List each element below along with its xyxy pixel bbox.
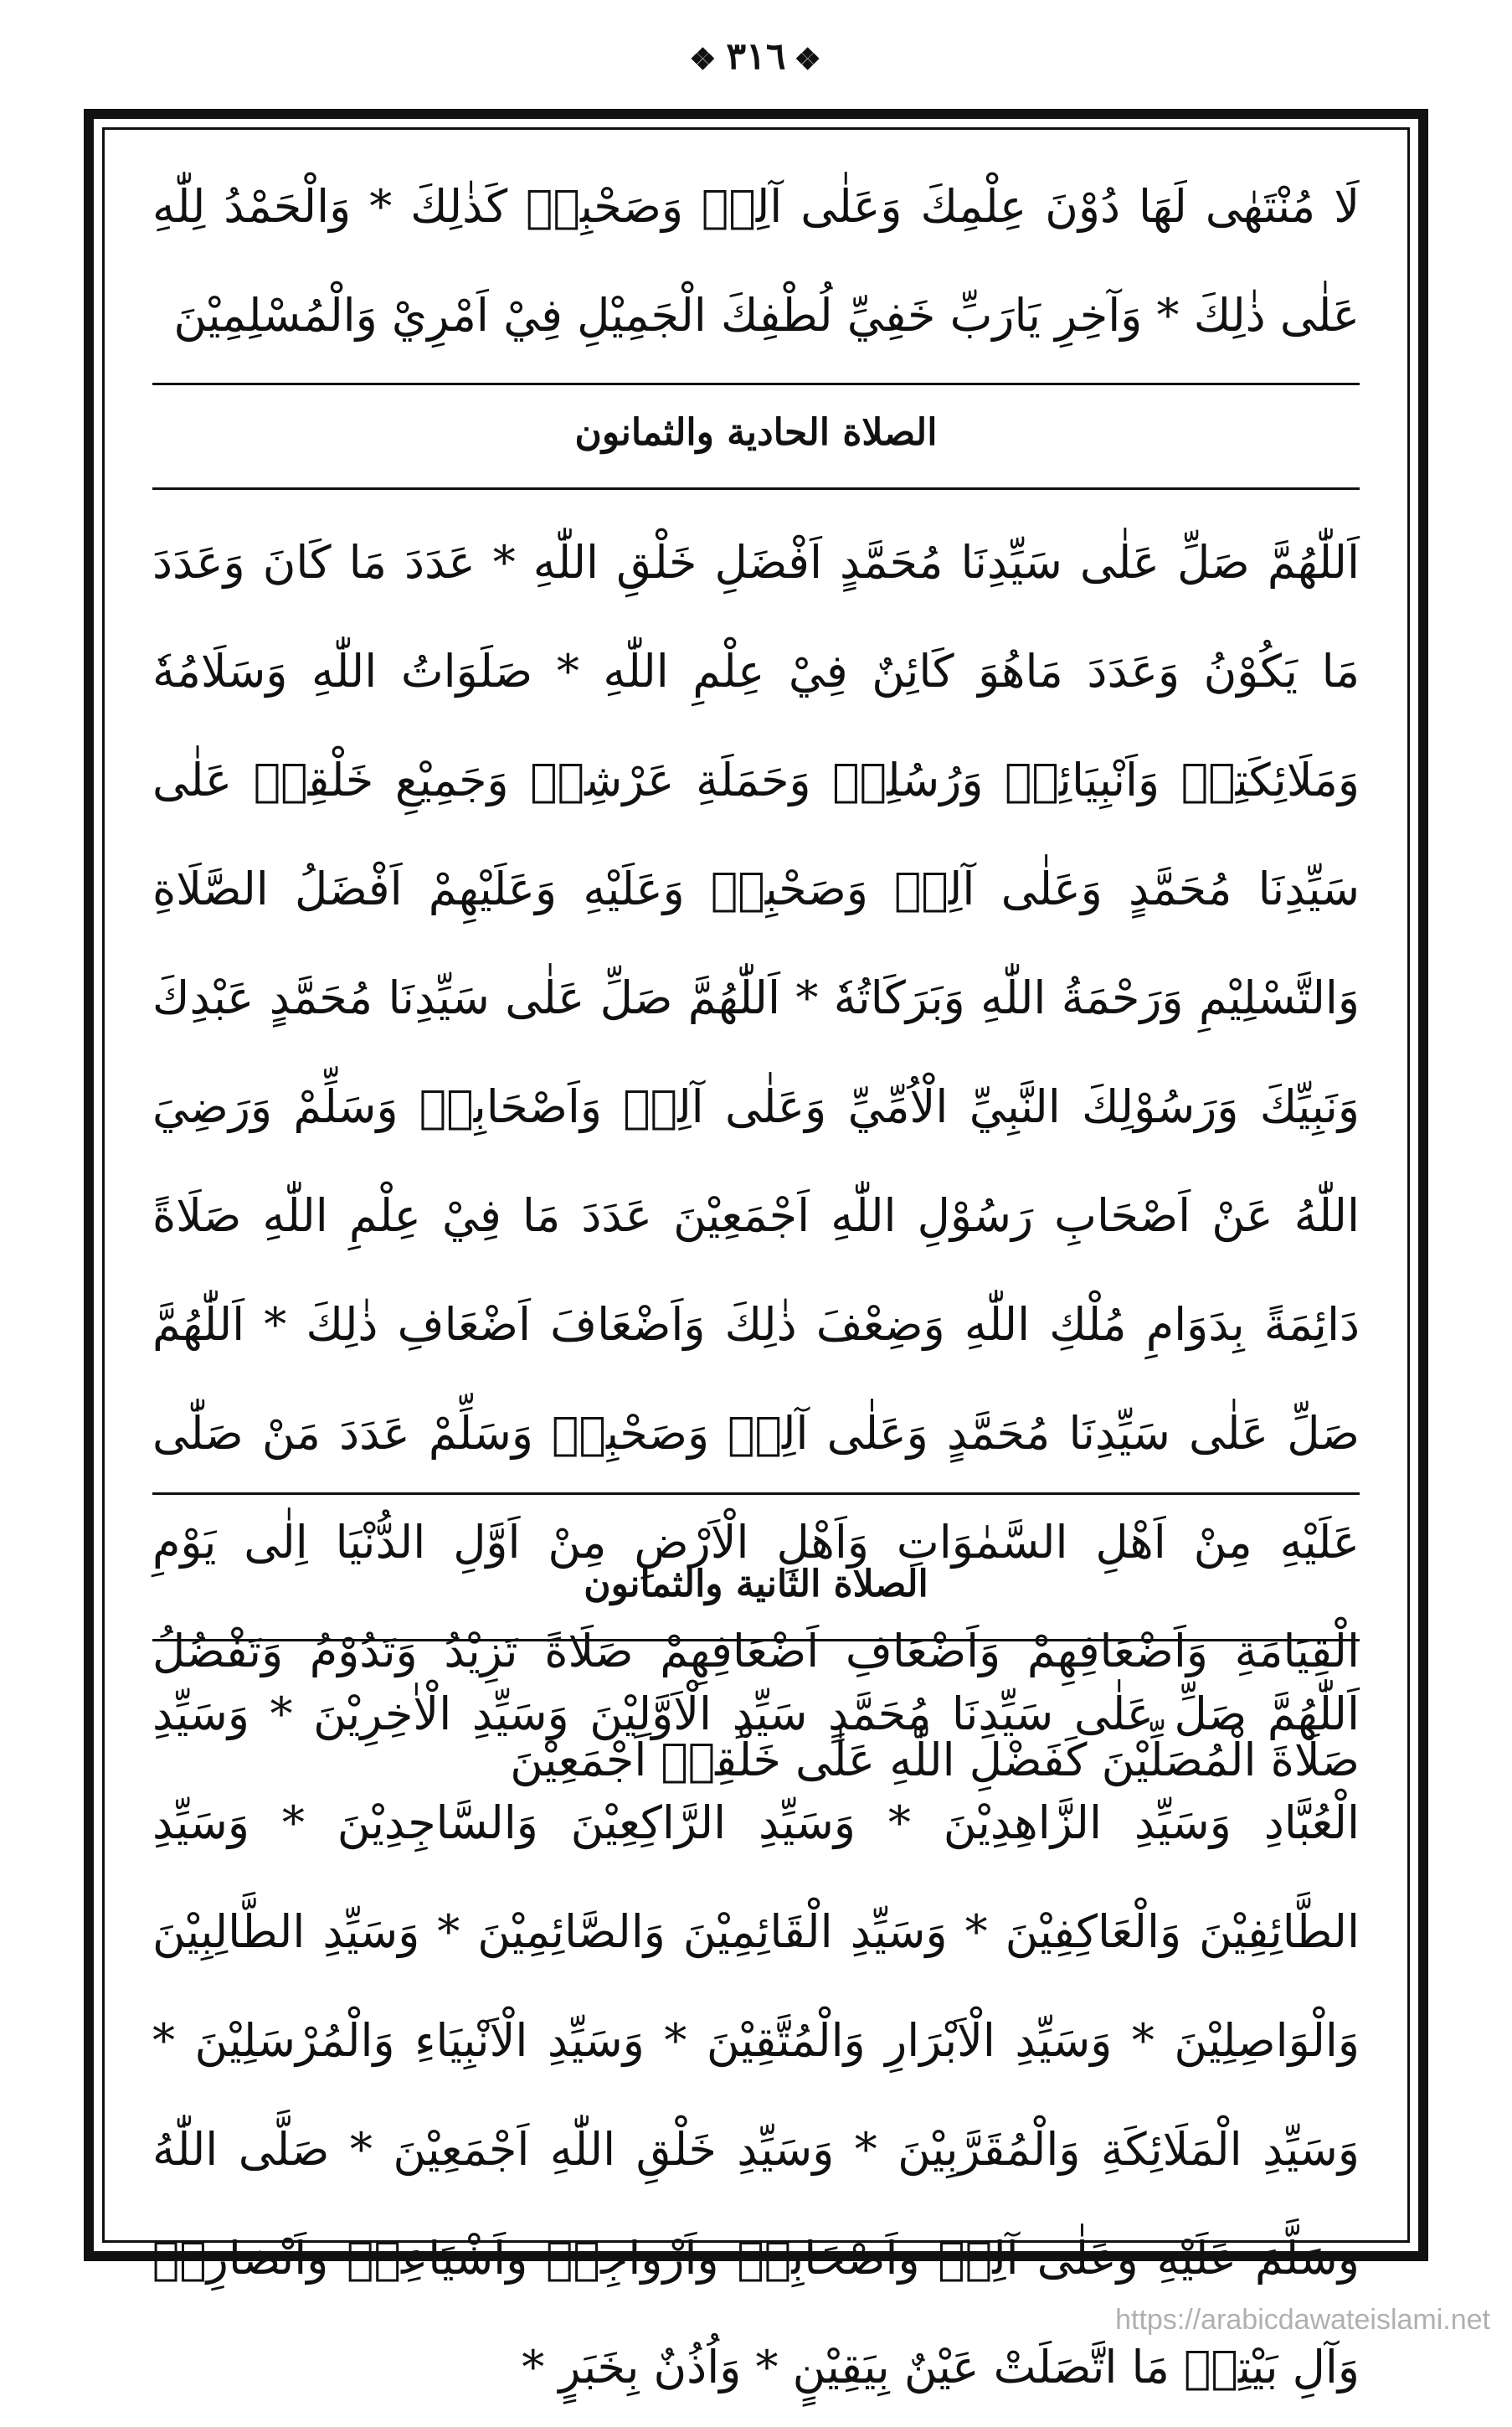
intro-paragraph <box>152 152 1360 370</box>
ornament-left-icon: ❖ <box>794 41 823 77</box>
section-2-text: اَللّٰهُمَّ صَلِّ عَلٰى سَيِّدِنَا مُحَمَّدٍ سَيِّدِ الْاَوَّلِيْنَ وَسَيِّدِ الْاٰخِرِيْنَ * وَسَيِّدِ الْعُبَّادِ وَسَيِّدِ الزَّاهِدِيْنَ * وَسَيِّدِ الرَّاكِعِيْنَ وَالسَّاجِدِيْنَ * وَسَيِّدِ الطَّائِفِيْنَ وَالْعَاكِفِيْنَ * وَسَيِّدِ الْقَائِمِيْنَ وَالصَّائِمِيْنَ * وَسَيِّدِ الطَّالِبِيْنَ وَالْوَاصِلِيْنَ * وَسَيِّدِ الْاَبْرَارِ وَالْمُتَّقِيْنَ * وَسَيِّدِ الْاَنْبِيَاءِ وَالْمُرْسَلِيْنَ * وَسَيِّدِ الْمَلَائِكَةِ وَالْمُقَرَّبِيْنَ * وَسَيِّدِ خَلْقِ اللّٰهِ اَجْمَعِيْنَ * صَلَّى اللّٰهُ وَسَلَّمَ عَلَيْهِ وَعَلٰى آلِهٖ وَاَصْحَابِهٖ وَاَزْوَاجِهٖ وَاَشْيَاعِهٖ وَاَنْصَارِهٖ وَآلِ بَيْتِهٖ مَا اتَّصَلَتْ عَيْنٌ بِيَقِيْنٍ * وَاُذُنٌ بِخَبَرٍ * <box>152 1688 1360 2394</box>
ornament-right-icon: ❖ <box>689 41 718 77</box>
watermark-url: https://arabicdawateislami.net <box>1115 2304 1490 2336</box>
section-1-text: اَللّٰهُمَّ صَلِّ عَلٰى سَيِّدِنَا مُحَمَّدٍ اَفْضَلِ خَلْقِ اللّٰهِ * عَدَدَ مَا كَانَ وَعَدَدَ مَا يَكُوْنُ وَعَدَدَ مَاهُوَ كَائِنٌ فِيْ عِلْمِ اللّٰهِ * صَلَوَاتُ اللّٰهِ وَسَلَامُهٗ وَمَلَائِكَتِهٖ وَاَنْبِيَائِهٖ وَرُسُلِهٖ وَحَمَلَةِ عَرْشِهٖ وَجَمِيْعِ خَلْقِهٖ عَلٰى سَيِّدِنَا مُحَمَّدٍ وَعَلٰى آلِهٖ وَصَحْبِهٖ وَعَلَيْهِ وَعَلَيْهِمْ اَفْضَلُ الصَّلَاةِ وَالتَّسْلِيْمِ وَرَحْمَةُ اللّٰهِ وَبَرَكَاتُهٗ * اَللّٰهُمَّ صَلِّ عَلٰى سَيِّدِنَا مُحَمَّدٍ عَبْدِكَ وَنَبِيِّكَ وَرَسُوْلِكَ النَّبِيِّ الْاُمِّيِّ وَعَلٰى آلِهٖ وَاَصْحَابِهٖ وَسَلِّمْ وَرَضِيَ اللّٰهُ عَنْ اَصْحَابِ رَسُوْلِ اللّٰهِ اَجْمَعِيْنَ عَدَدَ مَا فِيْ عِلْمِ اللّٰهِ صَلَاةً دَائِمَةً بِدَوَامِ مُلْكِ اللّٰهِ وَضِعْفَ ذٰلِكَ وَاَضْعَافَ اَضْعَافِ ذٰلِكَ * اَللّٰهُمَّ صَلِّ عَلٰى سَيِّدِنَا مُحَمَّدٍ وَعَلٰى آلِهٖ وَصَحْبِهٖ وَسَلِّمْ عَدَدَ مَنْ صَلّٰى عَلَيْهِ مِنْ اَهْلِ السَّمٰوَاتِ وَاَهْلِ الْاَرْضِ مِنْ اَوَّلِ الدُّنْيَا اِلٰى يَوْمِ الْقِيَامَةِ وَاَضْعَافِهِمْ وَاَضْعَافِ اَضْعَافِهِمْ صَلَاةً تَزِيْدُ وَتَدُوْمُ وَتَفْضُلُ صَلَاةَ الْمُصَلِّيْنَ كَفَضْلِ اللّٰهِ عَلٰى خَلْقِهٖ اَجْمَعِيْنَ <box>152 536 1360 1786</box>
section-2-heading: الصلاة الثانية والثمانون <box>584 1563 928 1605</box>
divider-4 <box>152 1639 1360 1641</box>
intro-text: لَا مُنْتَهٰى لَهَا دُوْنَ عِلْمِكَ وَعَلٰى آلِهٖ وَصَحْبِهٖ كَذٰلِكَ * وَالْحَمْدُ لِلّٰهِ عَلٰى ذٰلِكَ * وَآخِرِ يَارَبِّ خَفِيِّ لُطْفِكَ الْجَمِيْلِ فِيْ اَمْرِيْ وَالْمُسْلِمِيْنَ <box>152 180 1360 342</box>
section-1-body <box>152 508 1360 1815</box>
page-number-text: ٣١٦ <box>726 35 786 78</box>
divider-2 <box>152 487 1360 490</box>
page-number <box>0 23 1512 93</box>
divider-1 <box>152 383 1360 385</box>
divider-3 <box>152 1492 1360 1495</box>
section-1-heading: الصلاة الحادية والثمانون <box>574 411 938 454</box>
